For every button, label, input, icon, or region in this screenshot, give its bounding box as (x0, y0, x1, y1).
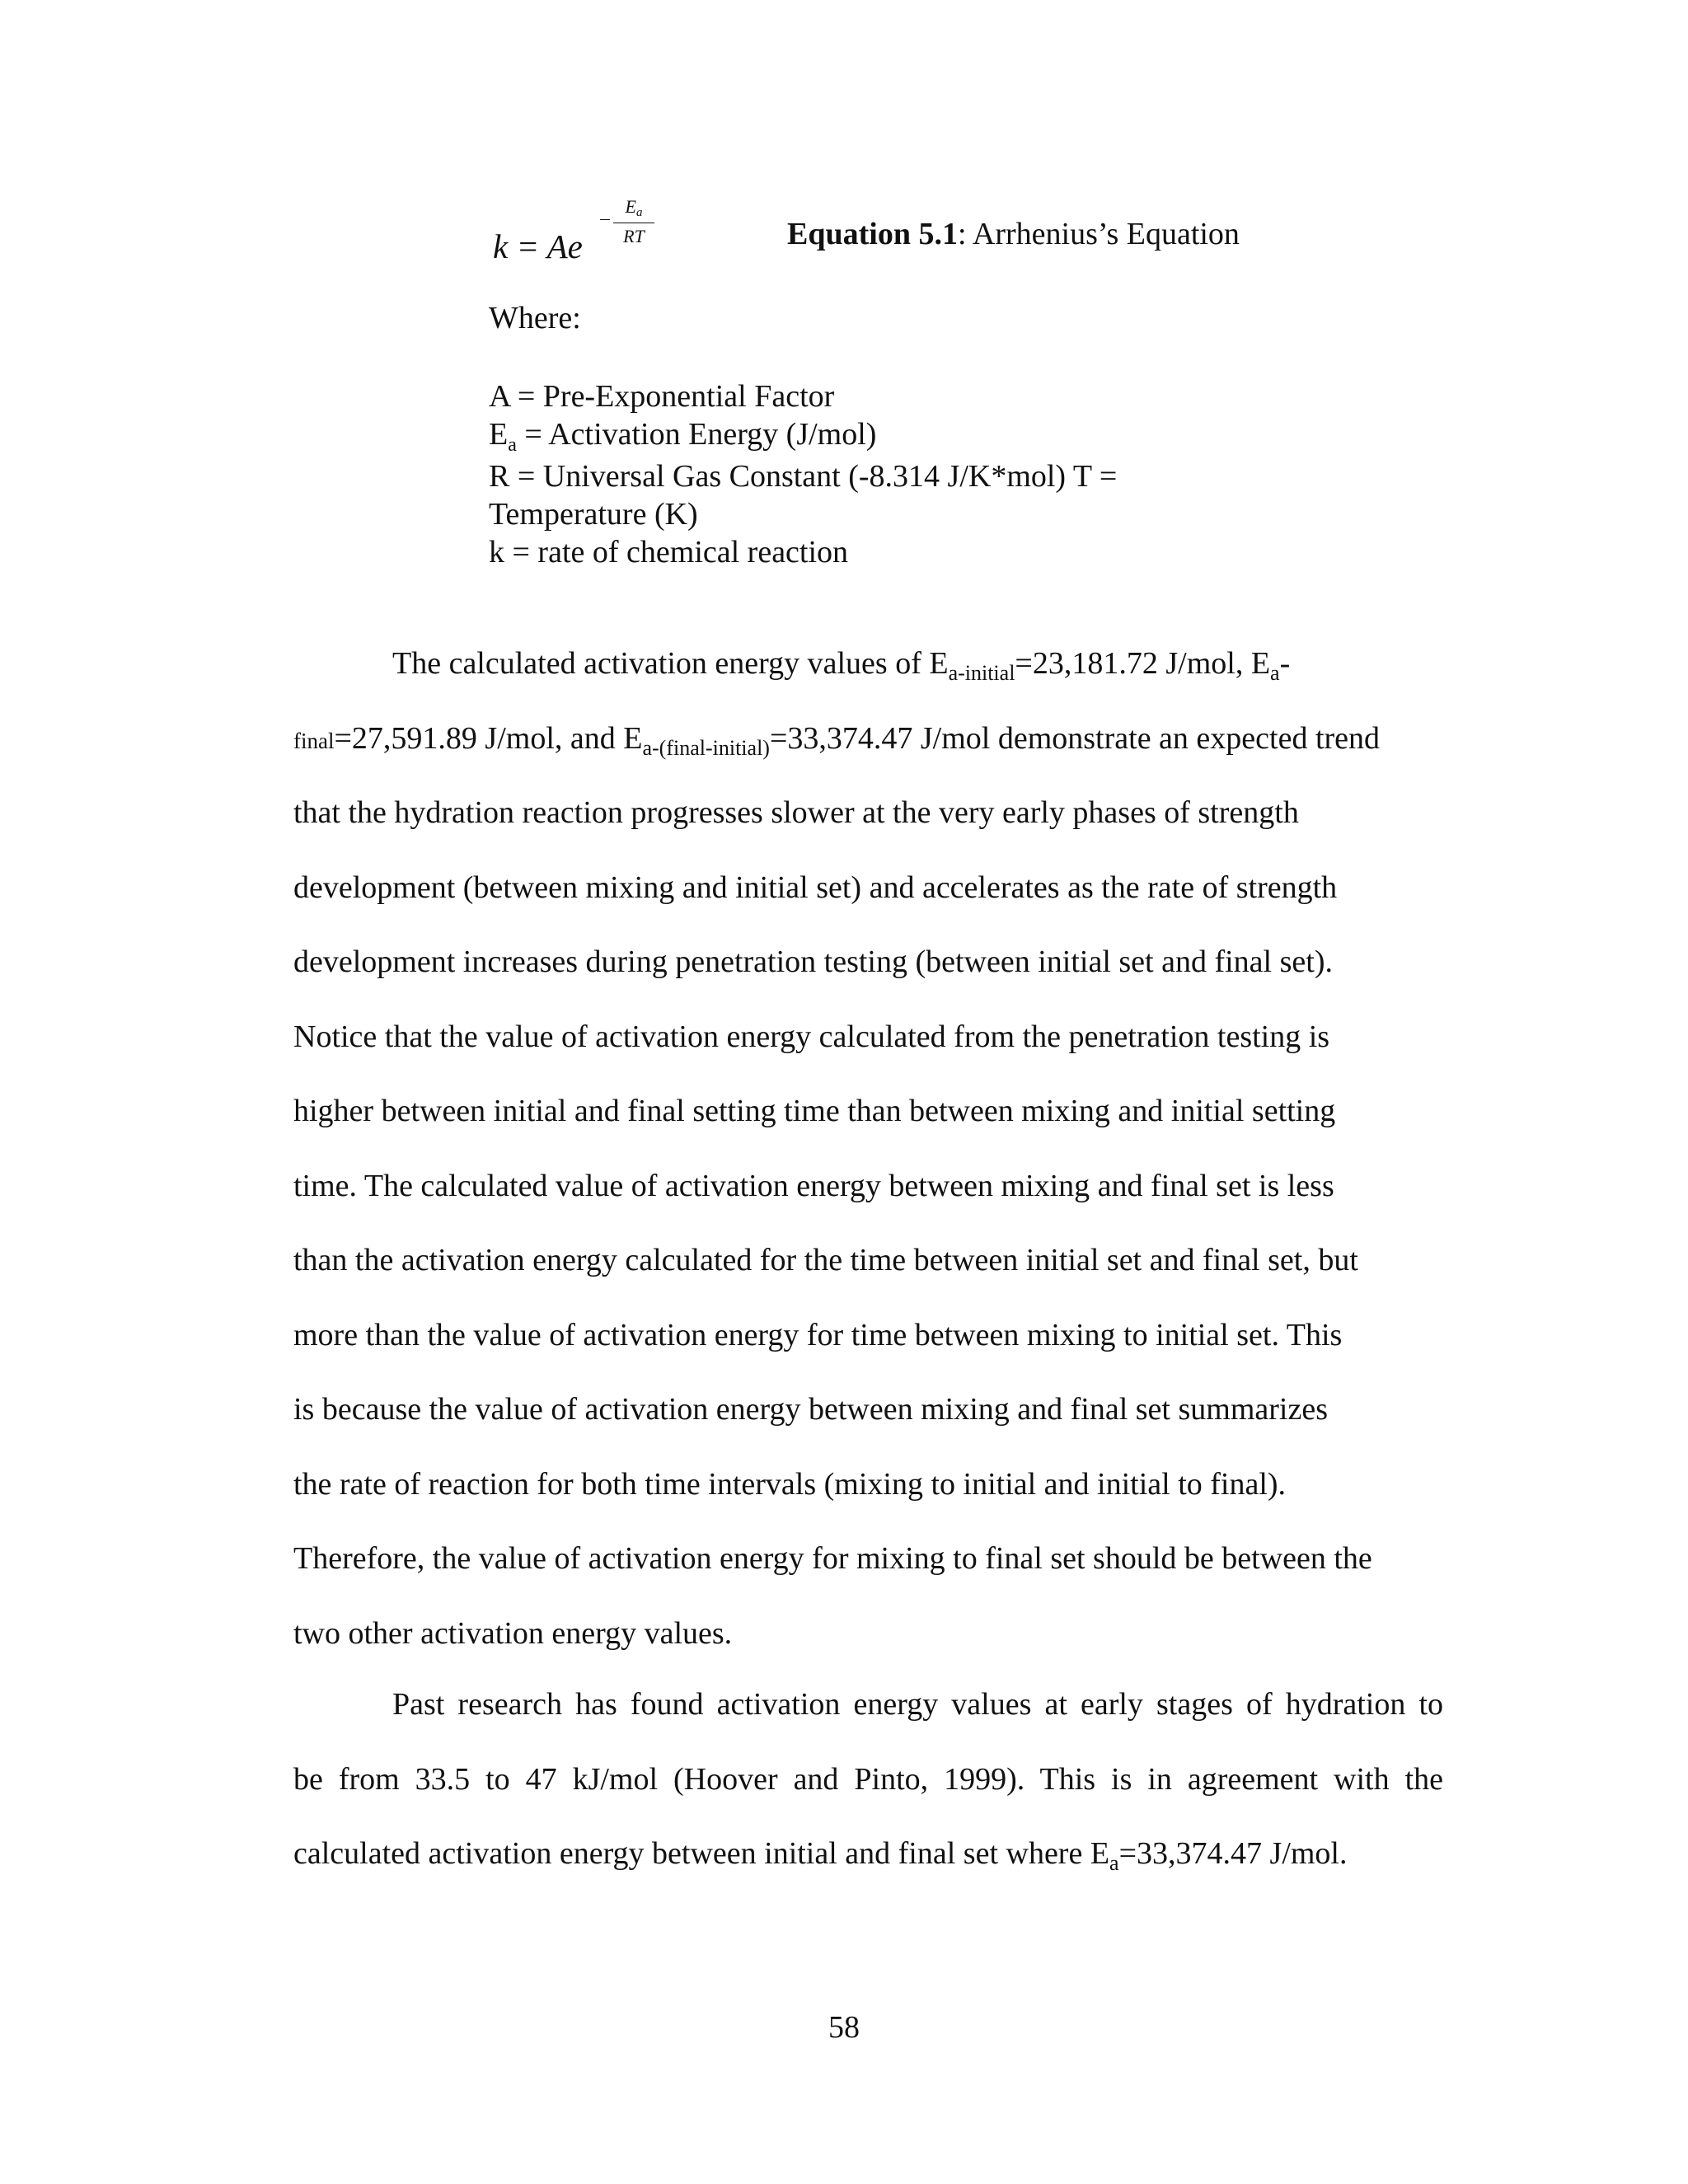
exponent-numerator: $E_a$ (625, 196, 643, 219)
paragraph-2-line-2: be from 33.5 to 47 kJ/mol (Hoover and Pinto, 1999). This is in agreement with the (293, 1761, 1443, 1797)
definition-r: R = Universal Gas Constant (-8.314 J/K*mol) T = (489, 459, 1118, 494)
equation-formula (493, 196, 707, 279)
definition-a: A = Pre-Exponential Factor (489, 379, 835, 414)
paragraph-1-line-13: Therefore, the value of activation energy for mixing to final set should be between the (293, 1541, 1372, 1576)
paragraph-1-line-12: the rate of reaction for both time intervals (mixing to initial and initial to final). (293, 1466, 1287, 1502)
paragraph-1 (293, 626, 1443, 1671)
paragraph-2-line-3: calculated activation energy between initial and final set where $E_a=33,374.47$ J/mol. (293, 1836, 1348, 1875)
page-number: 58 (828, 2010, 860, 2045)
paragraph-1-line-11: is because the value of activation energy between mixing and final set summarizes (293, 1392, 1328, 1427)
paragraph-1-line-2: final=27,591.89 J/mol, and $E_{a-(final-initial)}=33,374.47$ J/mol demonstrate an expected trend (293, 720, 1381, 760)
paragraph-1-line-4: development (between mixing and initial set) and accelerates as the rate of strength (293, 869, 1338, 905)
equation-number: Equation 5.1 (787, 217, 958, 251)
variable-definitions (489, 377, 1165, 571)
definition-t: Temperature (K) (489, 497, 698, 532)
paragraph-1-line-8: time. The calculated value of activation energy between mixing and final set is less (293, 1168, 1334, 1203)
equation-exponent (600, 196, 663, 249)
paragraph-1-line-3: that the hydration reaction progresses slower at the very early phases of strength (293, 795, 1299, 830)
paragraph-2-line-1: Past research has found activation energy values at early stages of hydration to (392, 1687, 1443, 1722)
equation-caption: Equation 5.1: Arrhenius’s Equation (787, 217, 1240, 251)
paragraph-1-line-7: higher between initial and final setting time than between mixing and initial setting (293, 1094, 1336, 1128)
paragraph-1-line-6: Notice that the value of activation energy calculated from the penetration testing is (293, 1019, 1330, 1054)
paragraph-2 (293, 1667, 1443, 1891)
paragraph-1-line-9: than the activation energy calculated for the time between initial set and final set, but (293, 1243, 1358, 1277)
definition-ea: $E_a$ = Activation Energy (J/mol) (489, 417, 877, 456)
arrhenius-equation (488, 196, 1312, 279)
exponent-minus-sign (600, 219, 610, 220)
where-label: Where: (489, 301, 581, 335)
definition-k: k = rate of chemical reaction (489, 535, 849, 569)
exponent-denominator: RT (623, 226, 645, 246)
paragraph-1-line-5: development increases during penetration testing (between initial set and final set). (293, 944, 1333, 979)
paragraph-1-line-1: The calculated activation energy values of $E_{a-initial}=23,181.72$ J/mol, $E_a-$ (392, 646, 1291, 685)
equation-lhs: k = Ae (493, 227, 583, 265)
paragraph-1-line-10: more than the value of activation energy for time between mixing to initial set. This (293, 1317, 1343, 1352)
paragraph-1-line-14: two other activation energy values. (293, 1615, 733, 1651)
